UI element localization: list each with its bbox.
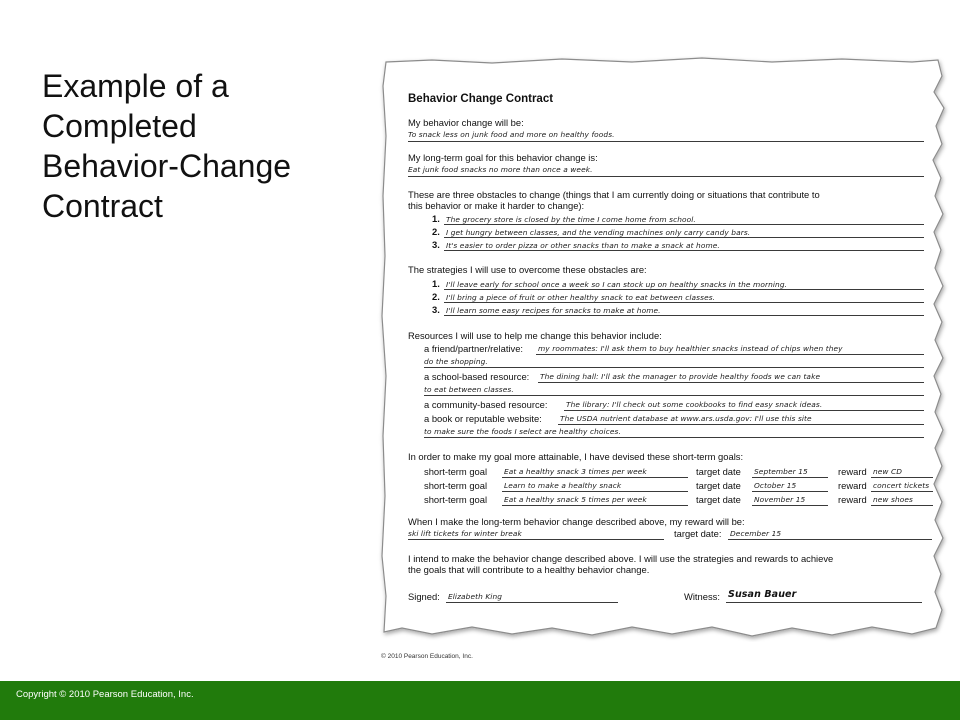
target-date-2-underline [752,491,828,492]
target-date-1-underline [752,477,828,478]
obstacle-1-underline [444,224,924,225]
obstacle-1-text: The grocery store is closed by the time I come home from school. [446,215,696,224]
change-value: To snack less on junk food and more on healthy foods. [408,130,615,139]
change-underline [408,141,924,142]
slide-title-line-2: Completed [42,108,197,144]
shortterm-goal-3-value: Eat a healthy snack 5 times per week [504,495,647,504]
shortterm-goal-1-underline [502,477,688,478]
obstacle-2-underline [444,237,924,238]
target-date-2-label: target date [696,480,741,491]
slide-title-line-1: Example of a [42,68,229,104]
slide-title-line-4: Contract [42,188,163,224]
strategy-1-number: 1. [432,278,440,289]
book-label: a book or reputable website: [424,413,542,424]
target-date-3-label: target date [696,494,741,505]
obstacle-2-text: I get hungry between classes, and the vending machines only carry candy bars. [446,228,751,237]
strategy-2-number: 2. [432,291,440,302]
shortterm-goal-2-underline [502,491,688,492]
longterm-date-value: December 15 [730,529,782,538]
longterm-date-underline [728,539,932,540]
shortterm-goal-1-label: short-term goal [424,466,488,477]
contract-document [372,56,950,642]
strategy-3-underline [444,315,924,316]
school-label: a school-based resource: [424,371,530,382]
resources-label: Resources I will use to help me change this behavior include: [408,330,662,341]
longterm-date-label: target date: [674,528,722,539]
obstacle-1-number: 1. [432,213,440,224]
school-value-1: The dining hall: I'll ask the manager to provide healthy foods we can take [540,372,821,381]
target-date-3-value: November 15 [754,495,806,504]
shortterm-goal-3-label: short-term goal [424,494,488,505]
obstacle-2-number: 2. [432,226,440,237]
target-date-3-underline [752,505,828,506]
obstacle-3-text: It's easier to order pizza or other snacks than to make a snack at home. [446,241,720,250]
slide-title [42,66,362,226]
strategy-3-number: 3. [432,304,440,315]
obstacles-label-2: this behavior or make it harder to change): [408,200,585,211]
intent-line-1: I intend to make the behavior change described above. I will use the strategies and rewards to achieve [408,553,834,564]
strategy-1-text: I'll leave early for school once a week so I can stock up on healthy snacks in the morning. [446,280,788,289]
obstacles-label-1: These are three obstacles to change (things that I am currently doing or situations that contribute to [408,189,820,200]
longterm-reward-label: When I make the long-term behavior change described above, my reward will be: [408,516,745,527]
reward-2-underline [871,491,933,492]
friend-label: a friend/partner/relative: [424,343,524,354]
reward-2-label: reward [838,480,867,491]
shortterm-goal-2-value: Learn to make a healthy snack [504,481,622,490]
reward-3-label: reward [838,494,867,505]
signed-underline [446,602,618,603]
intent-line-2: the goals that will contribute to a healthy behavior change. [408,564,650,575]
image-credit: © 2010 Pearson Education, Inc. [381,653,473,660]
goal-label: My long-term goal for this behavior change is: [408,152,598,163]
friend-value-2: do the shopping. [424,357,488,366]
strategy-2-text: I'll bring a piece of fruit or other healthy snack to eat between classes. [446,293,716,302]
witness-label: Witness: [684,591,720,602]
school-underline-1 [538,382,924,383]
reward-3-value: new shoes [873,495,913,504]
target-date-2-value: October 15 [754,481,797,490]
signed-value: Elizabeth King [448,592,503,601]
book-underline-2 [424,437,924,438]
witness-value: Susan Bauer [728,589,797,600]
goal-value: Eat junk food snacks no more than once a week. [408,165,593,174]
strategy-3-text: I'll learn some easy recipes for snacks to make at home. [446,306,661,315]
strategy-2-underline [444,302,924,303]
shortterm-goal-1-value: Eat a healthy snack 3 times per week [504,467,647,476]
longterm-reward-value: ski lift tickets for winter break [408,529,522,538]
contract-title: Behavior Change Contract [408,93,554,105]
target-date-1-label: target date [696,466,741,477]
strategies-label: The strategies I will use to overcome these obstacles are: [408,264,647,275]
shortterm-goal-2-label: short-term goal [424,480,488,491]
footer-bar [0,681,960,720]
longterm-reward-underline [408,539,664,540]
obstacle-3-number: 3. [432,239,440,250]
change-label: My behavior change will be: [408,117,524,128]
school-value-2: to eat between classes. [424,385,514,394]
reward-1-value: new CD [873,467,903,476]
reward-2-value: concert tickets [873,481,930,490]
school-underline-2 [424,395,924,396]
friend-underline-1 [536,354,924,355]
book-value-2: to make sure the foods I select are healthy choices. [424,427,621,436]
reward-1-underline [871,477,933,478]
community-underline [564,410,924,411]
footer-copyright: Copyright © 2010 Pearson Education, Inc. [16,689,194,700]
goal-underline [408,176,924,177]
friend-value-1: my roommates: I'll ask them to buy healthier snacks instead of chips when they [538,344,843,353]
signed-label: Signed: [408,591,440,602]
book-value-1: The USDA nutrient database at www.ars.usda.gov: I'll use this site [560,414,812,423]
community-value: The library: I'll check out some cookbooks to find easy snack ideas. [566,400,823,409]
friend-underline-2 [424,367,924,368]
shortterm-label: In order to make my goal more attainable, I have devised these short-term goals: [408,451,744,462]
witness-underline [726,602,922,603]
book-underline-1 [558,424,924,425]
target-date-1-value: September 15 [754,467,808,476]
community-label: a community-based resource: [424,399,548,410]
strategy-1-underline [444,289,924,290]
reward-1-label: reward [838,466,867,477]
reward-3-underline [871,505,933,506]
shortterm-goal-3-underline [502,505,688,506]
obstacle-3-underline [444,250,924,251]
slide-title-line-3: Behavior-Change [42,148,292,184]
